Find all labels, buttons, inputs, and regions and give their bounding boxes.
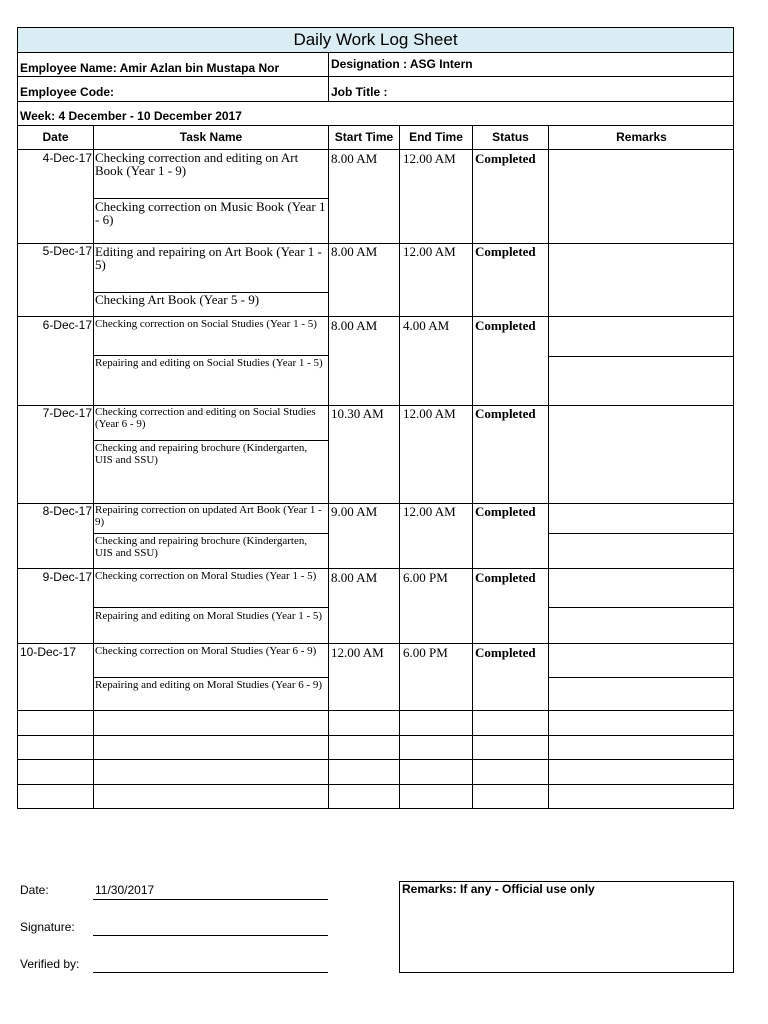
- task-name: Repairing and editing on Moral Studies (Year 6 - 9): [95, 679, 323, 691]
- start-time: 8.00 AM: [331, 318, 378, 333]
- task-name: Checking Art Book (Year 5 - 9): [95, 292, 260, 307]
- status-value: Completed: [475, 645, 536, 660]
- task-name: Repairing and editing on Social Studies (Year 1 - 5): [95, 357, 323, 369]
- col-header-end-time: End Time: [409, 130, 463, 144]
- task-name: Checking and repairing brochure (Kindergarten, UIS and SSU): [95, 535, 308, 559]
- employee-name: Employee Name: Amir Azlan bin Mustapa Nor: [20, 61, 280, 75]
- status-value: Completed: [475, 318, 536, 333]
- task-name: Repairing correction on updated Art Book (Year 1 - 9): [95, 504, 322, 528]
- work-log-table: [17, 125, 734, 809]
- col-header-remarks: Remarks: [616, 130, 667, 144]
- signature-label: Signature:: [20, 920, 75, 934]
- entry-date: 10-Dec-17: [20, 645, 77, 659]
- date-value[interactable]: 11/30/2017: [95, 883, 155, 897]
- task-name: Checking correction on Music Book (Year 1 - 6): [95, 199, 326, 227]
- page-title: Daily Work Log Sheet: [293, 30, 458, 49]
- col-header-status: Status: [492, 130, 529, 144]
- end-time: 6.00 PM: [403, 645, 448, 660]
- date-line: [93, 899, 328, 900]
- start-time: 8.00 AM: [331, 151, 378, 166]
- signature-line[interactable]: [93, 935, 328, 936]
- end-time: 4.00 AM: [403, 318, 450, 333]
- task-name: Checking correction on Social Studies (Year 1 - 5): [95, 318, 317, 330]
- entry-date: 7-Dec-17: [42, 406, 92, 420]
- date-label: Date:: [20, 883, 49, 897]
- start-time: 12.00 AM: [331, 645, 384, 660]
- start-time: 8.00 AM: [331, 570, 378, 585]
- task-name: Checking and repairing brochure (Kindergarten, UIS and SSU): [95, 442, 308, 466]
- task-name: Checking correction on Moral Studies (Year 1 - 5): [95, 570, 317, 582]
- task-name: Checking correction and editing on Social Studies (Year 6 - 9): [95, 406, 316, 430]
- task-name: Checking correction on Moral Studies (Year 6 - 9): [95, 645, 317, 657]
- entry-date: 6-Dec-17: [42, 318, 92, 332]
- end-time: 12.00 AM: [403, 244, 456, 259]
- entry-date: 5-Dec-17: [42, 244, 92, 258]
- status-value: Completed: [475, 151, 536, 166]
- start-time: 9.00 AM: [331, 504, 378, 519]
- end-time: 6.00 PM: [403, 570, 448, 585]
- entry-date: 9-Dec-17: [42, 570, 92, 584]
- status-value: Completed: [475, 570, 536, 585]
- end-time: 12.00 AM: [403, 151, 456, 166]
- status-value: Completed: [475, 406, 536, 421]
- start-time: 10.30 AM: [331, 406, 384, 421]
- end-time: 12.00 AM: [403, 504, 456, 519]
- col-header-task-name: Task Name: [179, 130, 243, 144]
- start-time: 8.00 AM: [331, 244, 378, 259]
- week-range: Week: 4 December - 10 December 2017: [20, 109, 242, 123]
- designation: Designation : ASG Intern: [331, 57, 473, 71]
- col-header-date: Date: [42, 130, 69, 144]
- entry-date: 4-Dec-17: [42, 151, 92, 165]
- verified-by-line[interactable]: [93, 972, 328, 973]
- job-title: Job Title :: [331, 85, 388, 99]
- entry-date: 8-Dec-17: [42, 504, 92, 518]
- task-name: Repairing and editing on Moral Studies (Year 1 - 5): [95, 610, 323, 622]
- status-value: Completed: [475, 504, 536, 519]
- verified-by-label: Verified by:: [20, 957, 80, 971]
- col-header-start-time: Start Time: [334, 130, 394, 144]
- end-time: 12.00 AM: [403, 406, 456, 421]
- task-name: Editing and repairing on Art Book (Year 1 - 5): [95, 244, 322, 272]
- status-value: Completed: [475, 244, 536, 259]
- official-remarks-label: Remarks: If any - Official use only: [402, 882, 595, 896]
- employee-code: Employee Code:: [20, 85, 115, 99]
- task-name: Checking correction and editing on Art Book (Year 1 - 9): [95, 150, 299, 178]
